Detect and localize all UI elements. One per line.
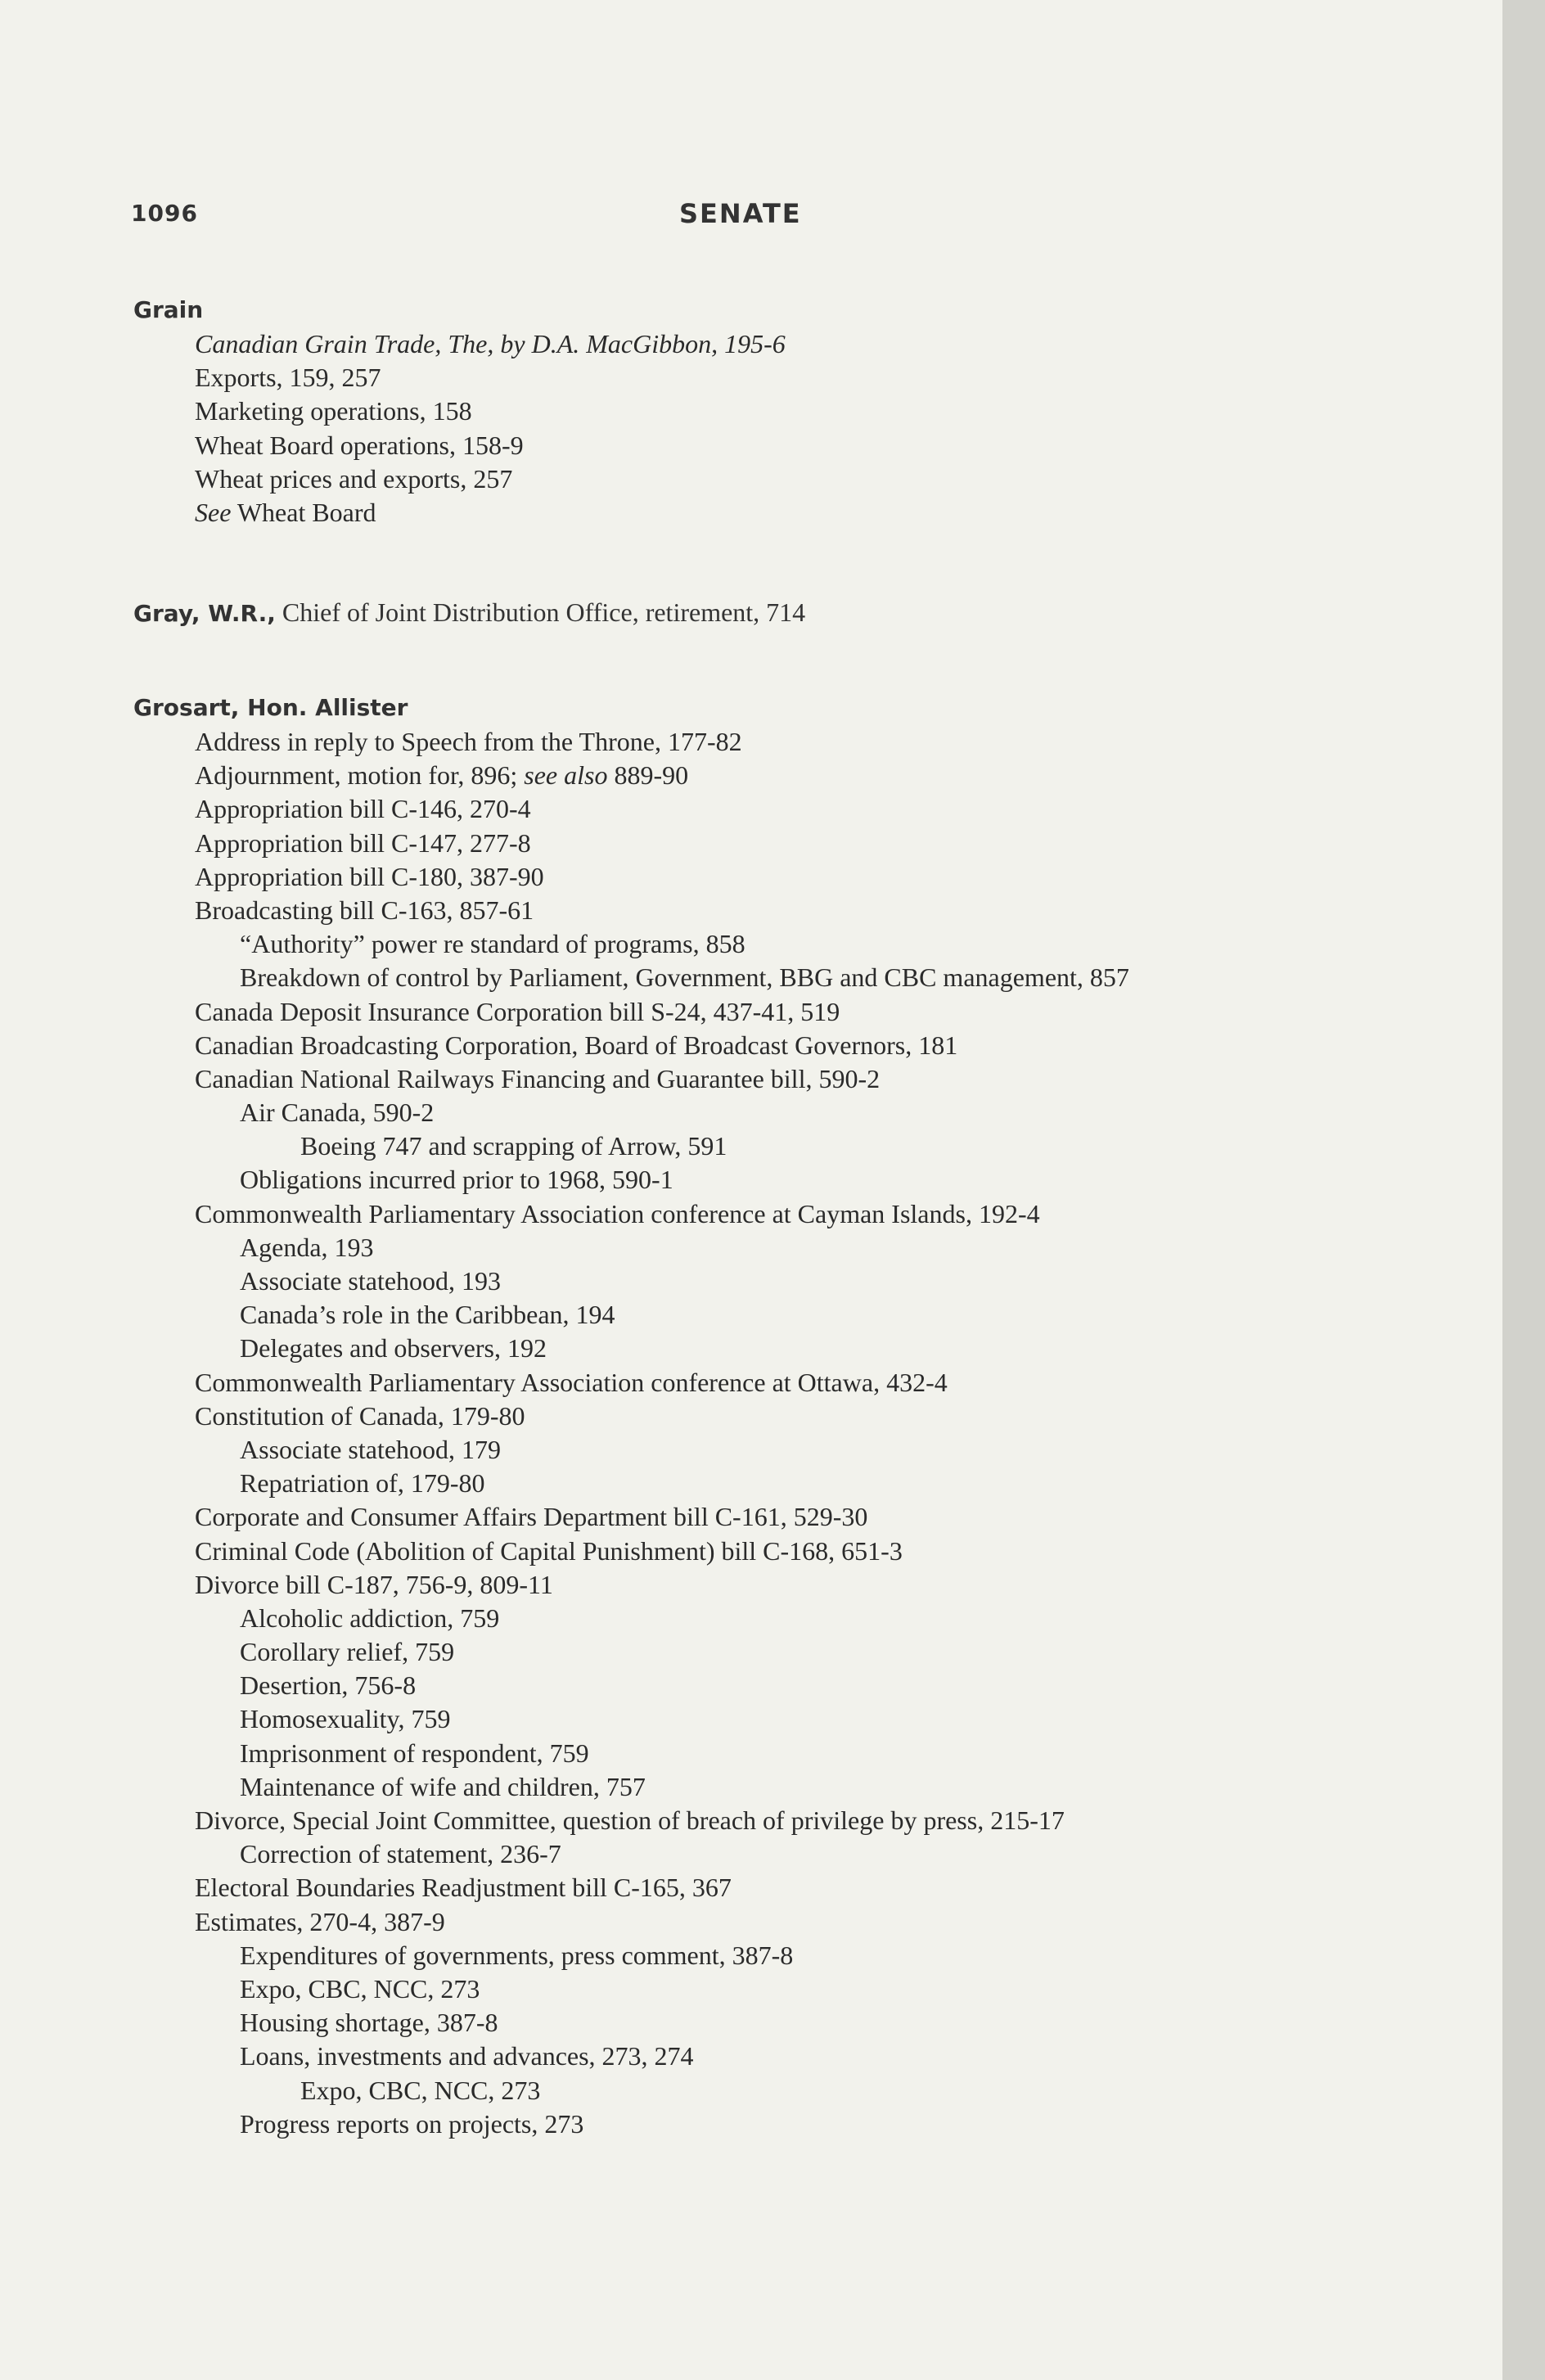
index-entry: Appropriation bill C-180, 387-90	[195, 861, 544, 891]
index-entry: Canada’s role in the Caribbean, 194	[240, 1300, 615, 1330]
page-number: 1096	[131, 200, 198, 227]
index-entry: Wheat prices and exports, 257	[195, 463, 513, 494]
index-entry: Adjournment, motion for, 896; see also 889-90	[195, 760, 689, 791]
heading-name: Gray, W.R.,	[133, 600, 276, 627]
index-entry: Maintenance of wife and children, 757	[240, 1771, 646, 1801]
index-entry: Corporate and Consumer Affairs Department bill C-161, 529-30	[195, 1502, 868, 1532]
index-entry: Appropriation bill C-146, 270-4	[195, 794, 531, 824]
index-entry: Boeing 747 and scrapping of Arrow, 591	[300, 1131, 727, 1161]
index-entry: Expenditures of governments, press comment, 387-8	[240, 1940, 794, 1970]
index-entry: Divorce, Special Joint Committee, question of breach of privilege by press, 215-17	[195, 1805, 1065, 1835]
index-entry: Commonwealth Parliamentary Association conference at Cayman Islands, 192-4	[195, 1198, 1040, 1228]
index-heading-gray	[133, 597, 805, 628]
see-italic: See	[195, 497, 232, 527]
see-also-italic: see also	[524, 760, 608, 791]
index-heading-grain: Grain	[133, 296, 204, 323]
index-entry: Housing shortage, 387-8	[240, 2008, 498, 2038]
page-edge	[1502, 0, 1545, 2380]
index-entry: Delegates and observers, 192	[240, 1333, 547, 1364]
index-entry: Electoral Boundaries Readjustment bill C-165, 367	[195, 1873, 732, 1903]
grosart-subentries	[0, 725, 1129, 2141]
index-entry: Canadian Broadcasting Corporation, Board of Broadcast Governors, 181	[195, 1030, 958, 1060]
heading-detail: Chief of Joint Distribution Office, retirement, 714	[275, 597, 806, 627]
index-entry: Exports, 159, 257	[195, 363, 381, 393]
index-entry: Marketing operations, 158	[195, 396, 472, 426]
index-entry: Corollary relief, 759	[240, 1637, 455, 1667]
index-entry: Obligations incurred prior to 1968, 590-1	[240, 1165, 673, 1195]
index-entry: Criminal Code (Abolition of Capital Punishment) bill C-168, 651-3	[195, 1535, 903, 1566]
index-entry: Expo, CBC, NCC, 273	[300, 2075, 541, 2105]
index-entry: See Wheat Board	[195, 497, 376, 527]
index-entry: Agenda, 193	[240, 1232, 374, 1262]
index-entry: Canadian National Railways Financing and Guarantee bill, 590-2	[195, 1063, 881, 1093]
index-entry: “Authority” power re standard of programs, 858	[240, 929, 745, 959]
index-entry: Wheat Board operations, 158-9	[195, 430, 524, 460]
index-entry: Address in reply to Speech from the Throne, 177-82	[195, 727, 742, 756]
grain-subentries	[0, 327, 786, 530]
index-entry: Estimates, 270-4, 387-9	[195, 1906, 445, 1936]
index-entry: Appropriation bill C-147, 277-8	[195, 827, 531, 858]
index-entry: Canada Deposit Insurance Corporation bill S-24, 437-41, 519	[195, 996, 840, 1026]
index-entry: Imprisonment of respondent, 759	[240, 1738, 589, 1768]
index-entry: Associate statehood, 193	[240, 1266, 502, 1296]
index-entry: Repatriation of, 179-80	[240, 1468, 485, 1499]
index-entry: Correction of statement, 236-7	[240, 1839, 561, 1869]
index-entry: Divorce bill C-187, 756-9, 809-11	[195, 1569, 553, 1599]
index-entry: Associate statehood, 179	[240, 1434, 502, 1464]
index-entry: Canadian Grain Trade, The, by D.A. MacGibbon, 195-6	[195, 329, 786, 358]
index-entry: Breakdown of control by Parliament, Government, BBG and CBC management, 857	[240, 962, 1129, 993]
index-entry: Desertion, 756-8	[240, 1670, 417, 1701]
index-entry: Broadcasting bill C-163, 857-61	[195, 895, 534, 925]
index-entry: Loans, investments and advances, 273, 274	[240, 2041, 694, 2071]
index-entry: Commonwealth Parliamentary Association conference at Ottawa, 432-4	[195, 1367, 948, 1397]
index-entry: Alcoholic addiction, 759	[240, 1602, 500, 1633]
index-entry: Progress reports on projects, 273	[240, 2108, 584, 2139]
index-entry: Air Canada, 590-2	[240, 1098, 435, 1128]
index-entry: Constitution of Canada, 179-80	[195, 1400, 525, 1431]
running-head: SENATE	[679, 198, 802, 229]
index-entry: Expo, CBC, NCC, 273	[240, 1973, 480, 2004]
index-heading-grosart: Grosart, Hon. Allister	[133, 694, 408, 721]
index-entry: Homosexuality, 759	[240, 1704, 451, 1734]
